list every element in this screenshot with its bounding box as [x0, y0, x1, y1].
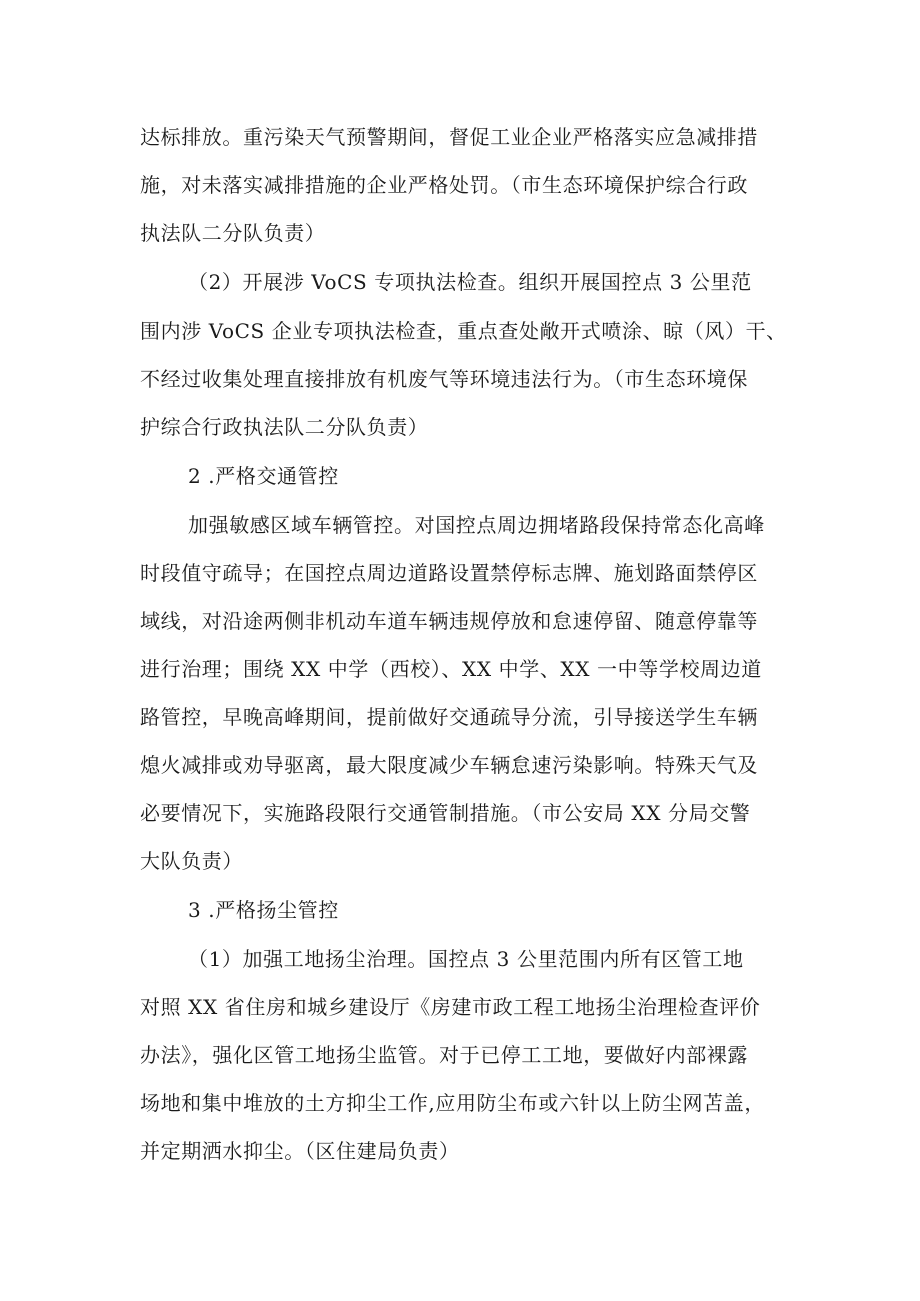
text-line: 施，对未落实减排措施的企业严格处罚。（市生态环境保护综合行政	[140, 173, 748, 197]
text-line: 加强敏感区域车辆管控。对国控点周边拥堵路段保持常态化高峰	[188, 513, 765, 537]
text-line: （2）开展涉 VoCS 专项执法检查。组织开展国控点 3 公里范	[188, 270, 752, 294]
text-line: 域线，对沿途两侧非机动车道车辆违规停放和怠速停留、随意停靠等	[140, 609, 758, 633]
text-line: 围内涉 VoCS 企业专项执法检查，重点查处敞开式喷涂、晾（风）干、	[140, 319, 787, 343]
text-line: 大队负责）	[140, 849, 243, 873]
text-line: 办法》，强化区管工地扬尘监管。对于已停工工地，要做好内部裸露	[140, 1043, 748, 1067]
text-line: 执法队二分队负责）	[140, 221, 326, 245]
text-line: 时段值守疏导；在国控点周边道路设置禁停标志牌、施划路面禁停区	[140, 561, 758, 585]
text-line: 必要情况下，实施路段限行交通管制措施。（市公安局 XX 分局交警	[140, 801, 751, 825]
section-heading: 3 .严格扬尘管控	[188, 898, 339, 922]
text-line: 对照 XX 省住房和城乡建设厅《房建市政工程工地扬尘治理检查评价	[140, 995, 761, 1019]
text-line: 护综合行政执法队二分队负责）	[140, 415, 429, 439]
text-line: 熄火减排或劝导驱离，最大限度减少车辆怠速污染影响。特殊天气及	[140, 753, 758, 777]
text-line: 达标排放。重污染天气预警期间，督促工业企业严格落实应急减排措	[140, 125, 758, 149]
text-line: （1）加强工地扬尘治理。国控点 3 公里范围内所有区管工地	[188, 947, 744, 971]
text-line: 进行治理；围绕 XX 中学（西校）、XX 中学、XX 一中等学校周边道	[140, 657, 762, 681]
text-line: 路管控，早晚高峰期间，提前做好交通疏导分流，引导接送学生车辆	[140, 705, 758, 729]
text-line: 不经过收集处理直接排放有机废气等环境违法行为。（市生态环境保	[140, 367, 748, 391]
section-heading: 2 .严格交通管控	[188, 464, 339, 488]
text-line: 并定期洒水抑尘。（区住建局负责）	[140, 1139, 460, 1163]
text-line: 场地和集中堆放的土方抑尘工作,应用防尘布或六针以上防尘网苫盖，	[140, 1091, 765, 1115]
